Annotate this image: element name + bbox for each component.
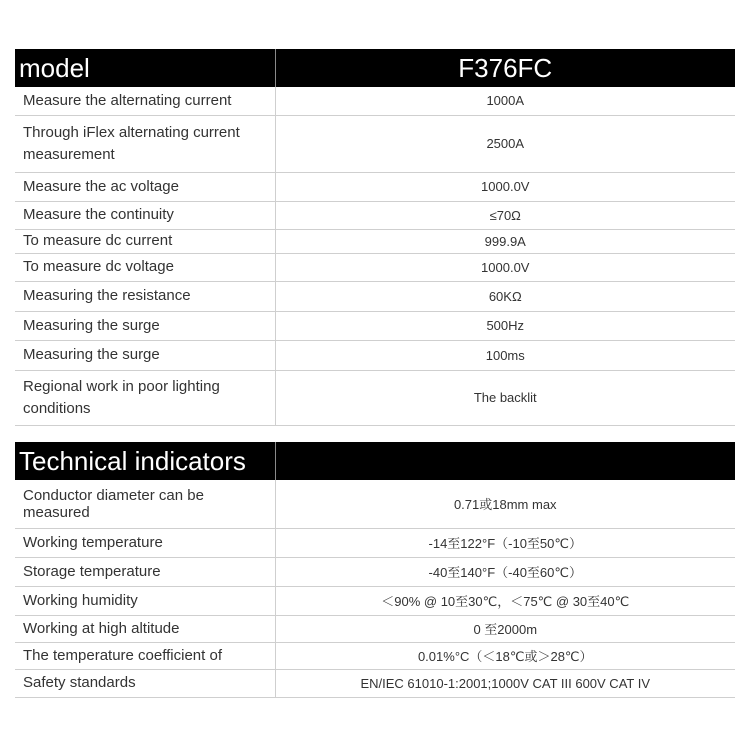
- table-row: [15, 201, 735, 229]
- spec-label: Measure the alternating current: [15, 87, 275, 115]
- table-row: [15, 669, 735, 697]
- table-row: [15, 557, 735, 586]
- table-row: [15, 370, 735, 425]
- table-row: [15, 253, 735, 281]
- spec-label: Working humidity: [15, 586, 275, 615]
- model-header-row: [15, 49, 735, 87]
- spec-label: The temperature coefficient of: [15, 642, 275, 669]
- spec-label: Conductor diameter can be measured: [15, 480, 275, 528]
- spec-label: Measuring the surge: [15, 311, 275, 340]
- spec-label: To measure dc voltage: [15, 253, 275, 281]
- spec-value: 0.01%°C（＜18℃或＞28℃）: [275, 642, 735, 669]
- table-row: [15, 340, 735, 370]
- spec-label: Safety standards: [15, 669, 275, 697]
- table-row: [15, 281, 735, 311]
- table-row: [15, 480, 735, 528]
- spec-label: Measuring the resistance: [15, 281, 275, 311]
- spec-value: 0 至2000m: [275, 615, 735, 642]
- spec-value: 60KΩ: [275, 281, 735, 311]
- table-row: [15, 615, 735, 642]
- spec-value: 1000.0V: [275, 172, 735, 201]
- table-row: [15, 229, 735, 253]
- spec-label: Through iFlex alternating current measurement: [15, 115, 275, 172]
- spec-value: 2500A: [275, 115, 735, 172]
- table-row: [15, 115, 735, 172]
- table-row: [15, 87, 735, 115]
- spec-value: 500Hz: [275, 311, 735, 340]
- spec-label: Regional work in poor lighting conditions: [15, 370, 275, 425]
- model-spec-table: [15, 49, 735, 426]
- spec-value: 999.9A: [275, 229, 735, 253]
- spec-value: 100ms: [275, 340, 735, 370]
- spec-value: -40至140°F（-40至60℃）: [275, 557, 735, 586]
- spec-label: Measuring the surge: [15, 340, 275, 370]
- table-row: [15, 172, 735, 201]
- model-header-label: model: [15, 49, 275, 87]
- spec-value: 1000A: [275, 87, 735, 115]
- table-row: [15, 586, 735, 615]
- spec-label: Working at high altitude: [15, 615, 275, 642]
- table-row: [15, 311, 735, 340]
- technical-header-value: [275, 442, 735, 480]
- spec-value: ≤70Ω: [275, 201, 735, 229]
- spec-value: The backlit: [275, 370, 735, 425]
- technical-header-label: Technical indicators: [15, 442, 275, 480]
- spec-value: ＜90% @ 10至30℃，＜75℃ @ 30至40℃: [275, 586, 735, 615]
- spec-label: Working temperature: [15, 528, 275, 557]
- spec-label: Measure the ac voltage: [15, 172, 275, 201]
- spec-label: Storage temperature: [15, 557, 275, 586]
- spec-value: -14至122°F（-10至50℃）: [275, 528, 735, 557]
- spec-value: EN/IEC 61010-1:2001;1000V CAT III 600V CAT IV: [275, 669, 735, 697]
- table-row: [15, 642, 735, 669]
- technical-indicators-table: [15, 442, 735, 698]
- table-row: [15, 528, 735, 557]
- model-header-value: F376FC: [275, 49, 735, 87]
- spec-value: 1000.0V: [275, 253, 735, 281]
- spec-label: To measure dc current: [15, 229, 275, 253]
- technical-header-row: [15, 442, 735, 480]
- spec-value: 0.71或18mm max: [275, 480, 735, 528]
- spec-label: Measure the continuity: [15, 201, 275, 229]
